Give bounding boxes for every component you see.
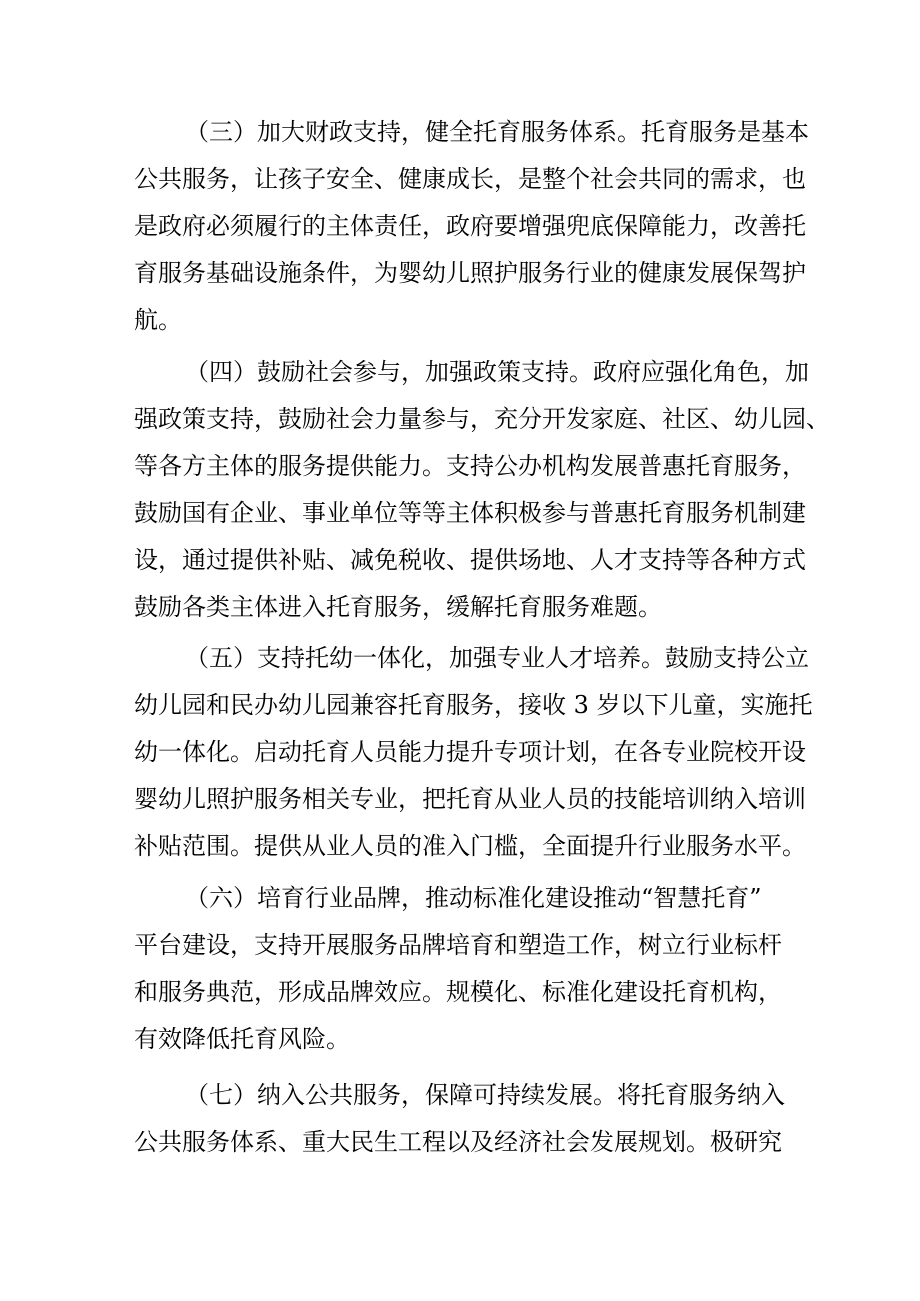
paragraph-line: 幼一体化。启动托育人员能力提升专项计划，在各专业院校开设 — [134, 738, 806, 766]
paragraph-line: （六）培育行业品牌，推动标准化建设推动“智慧托育” — [185, 884, 762, 912]
paragraph-line: （四）鼓励社会参与，加强政策支持。政府应强化角色，加 — [185, 358, 809, 386]
paragraph-line: （七）纳入公共服务，保障可持续发展。将托育服务纳入 — [185, 1081, 785, 1109]
paragraph-line: 鼓励各类主体进入托育服务，缓解托育服务难题。 — [134, 593, 662, 621]
paragraph-line: 平台建设，支持开展服务品牌培育和塑造工作，树立行业标杆 — [134, 931, 782, 959]
paragraph-line: 设，通过提供补贴、减免税收、提供场地、人才支持等各种方式 — [134, 546, 806, 574]
paragraph-line: 有效降低托育风险。 — [134, 1025, 350, 1053]
paragraph-line: 航。 — [134, 306, 182, 334]
paragraph-line: 婴幼儿照护服务相关专业，把托育从业人员的技能培训纳入培训 — [134, 785, 806, 813]
paragraph-line: 是政府必须履行的主体责任，政府要增强兜底保障能力，改善托 — [134, 212, 806, 240]
paragraph-line: 补贴范围。提供从业人员的准入门槛，全面提升行业服务水平。 — [134, 832, 806, 860]
paragraph-line: 幼儿园和民办幼儿园兼容托育服务，接收 3 岁以下儿童，实施托 — [134, 691, 813, 719]
paragraph-line: 公共服务，让孩子安全、健康成长，是整个社会共同的需求，也 — [134, 165, 806, 193]
paragraph-line: （五）支持托幼一体化，加强专业人才培养。鼓励支持公立 — [185, 644, 809, 672]
paragraph-line: 鼓励国有企业、事业单位等等主体积极参与普惠托育服务机制建 — [134, 499, 806, 527]
paragraph-line: 强政策支持，鼓励社会力量参与，充分开发家庭、社区、幼儿园、 — [134, 405, 830, 433]
paragraph-line: 等各方主体的服务提供能力。支持公办机构发展普惠托育服务， — [134, 452, 806, 480]
paragraph-line: （三）加大财政支持，健全托育服务体系。托育服务是基本 — [185, 118, 809, 146]
paragraph-line: 公共服务体系、重大民生工程以及经济社会发展规划。极研究 — [134, 1128, 782, 1156]
paragraph-line: 和服务典范，形成品牌效应。规模化、标准化建设托育机构， — [134, 978, 782, 1006]
paragraph-line: 育服务基础设施条件，为婴幼儿照护服务行业的健康发展保驾护 — [134, 259, 806, 287]
